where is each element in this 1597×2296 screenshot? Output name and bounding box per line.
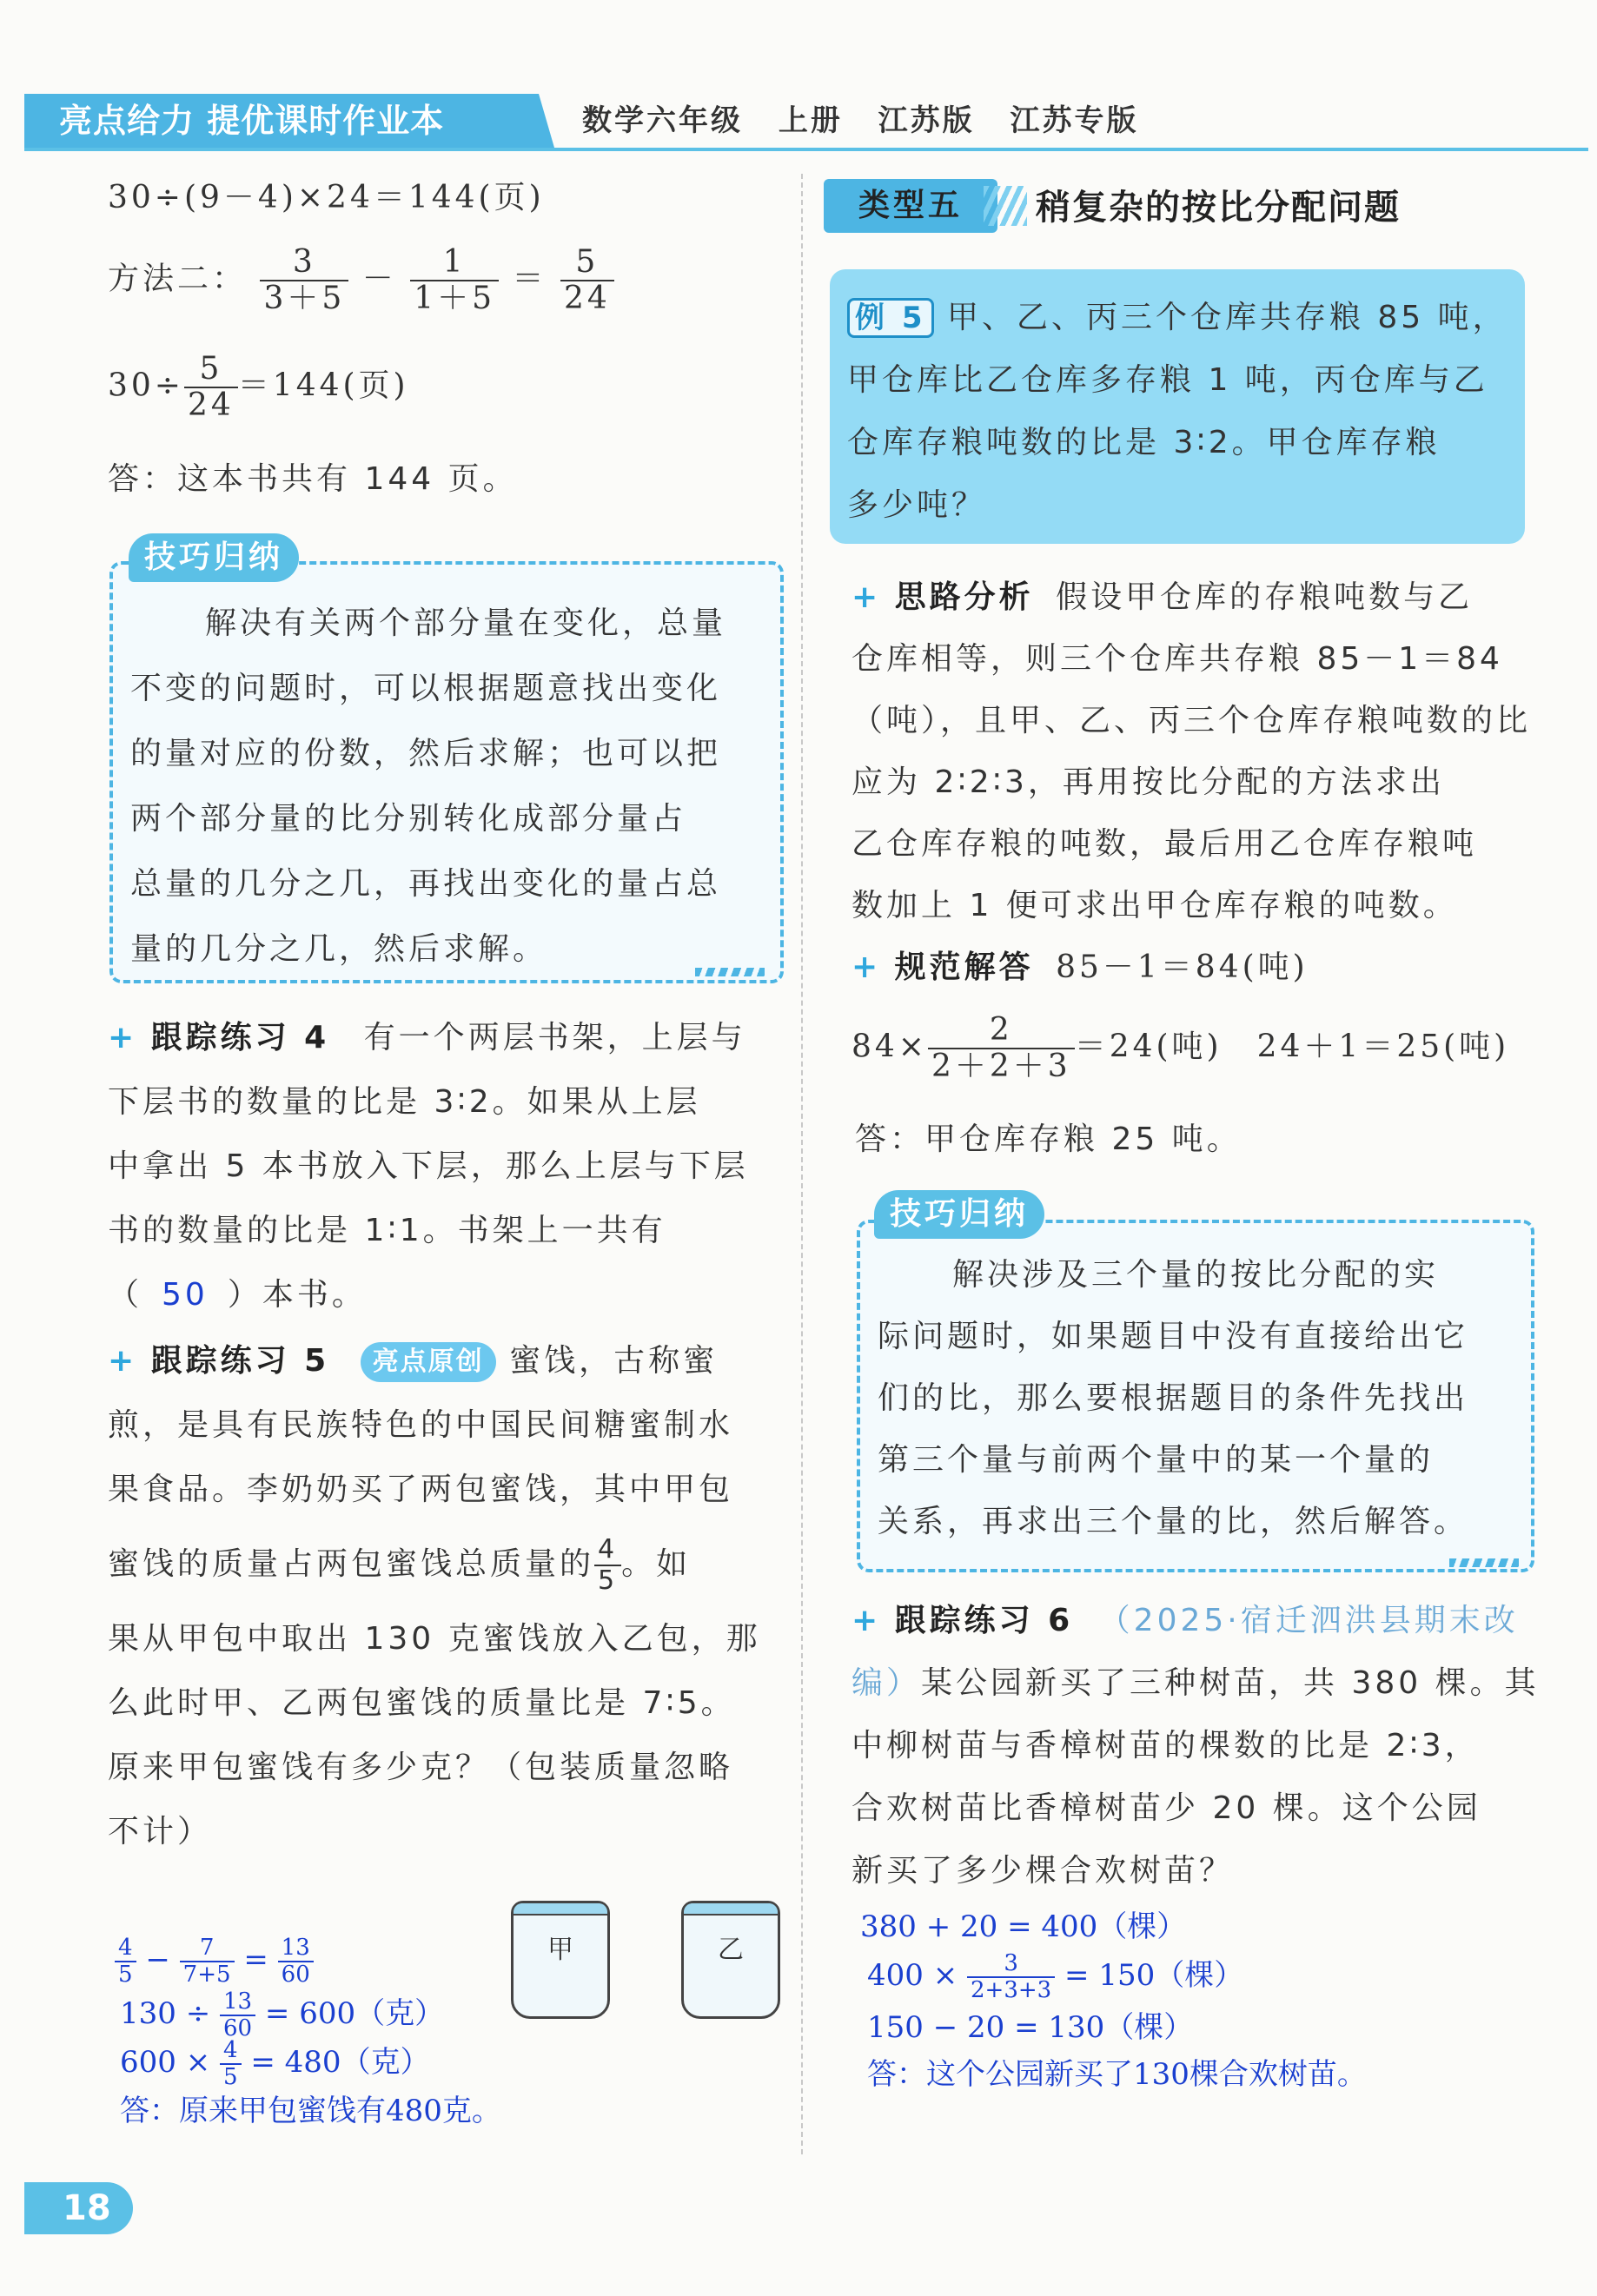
exercise-6-line: 中柳树苗与香樟树苗的棵数的比是 2∶3， bbox=[852, 1728, 1480, 1763]
analysis-label: 思路分析 bbox=[894, 579, 1034, 615]
solution-6-answer: 答：这个公园新买了130棵合欢树苗。 bbox=[867, 2057, 1367, 2092]
exercise-4-line: 书的数量的比是 1∶1。书架上一共有 bbox=[108, 1213, 666, 1248]
tip-line: 两个部分量的比分别转化成部分量占 bbox=[130, 801, 687, 837]
type-chevron-icon bbox=[984, 186, 1027, 226]
exercise-4-label: 跟踪练习 4 bbox=[150, 1020, 330, 1055]
exercise-6: + 跟踪练习 6 （2025·宿迁泗洪县期末改 编）某公园新买了三种树苗，共 380 棵。其 中柳树苗与香樟树苗的棵数的比是 2∶3， 合欢树苗比香樟树苗少 20 棵。这个公园 新买了多少棵合欢树苗？ bbox=[852, 1590, 1538, 1902]
analysis-line: （吨），且甲、乙、丙三个仓库存粮吨数的比 bbox=[852, 703, 1532, 738]
calc-line-3: 30÷ $\frac{5}{24}$ ＝144(页) bbox=[108, 351, 409, 424]
exercise-5-line: 果从甲包中取出 130 克蜜饯放入乙包，那 bbox=[108, 1621, 761, 1657]
example-line: 仓库存粮吨数的比是 3∶2。甲仓库存粮 bbox=[847, 425, 1441, 460]
exercise-5-label: 跟踪练习 5 bbox=[150, 1343, 330, 1379]
plus-icon: + bbox=[852, 1603, 882, 1638]
bag-yi-icon: 乙 bbox=[681, 1901, 780, 2019]
exercise-5-line: 原来甲包蜜饯有多少克？（包装质量忽略 bbox=[108, 1750, 734, 1785]
tip-line: 第三个量与前两个量中的某一个量的 bbox=[878, 1442, 1435, 1478]
tip-line: 关系，再求出三个量的比，然后解答。 bbox=[878, 1504, 1469, 1539]
method2-fraction-1: $\frac{3}{3+5}$ bbox=[260, 245, 348, 317]
original-badge: 亮点原创 bbox=[361, 1342, 496, 1382]
bag-jia-icon: 甲 bbox=[511, 1901, 610, 2019]
plus-icon: + bbox=[852, 949, 882, 985]
analysis-line: 乙仓库存粮的吨数，最后用乙仓库存粮吨 bbox=[852, 826, 1478, 862]
tip-line: 总量的几分之几，再找出变化的量占总 bbox=[130, 866, 722, 902]
header-brand: 亮点给力 提优课时作业本 bbox=[59, 102, 445, 140]
method2-minus: － bbox=[361, 261, 397, 297]
exercise-5-line: 不计） bbox=[108, 1814, 213, 1849]
exercise-4-line: 中拿出 5 本书放入下层，那么上层与下层 bbox=[108, 1148, 749, 1184]
exercise-4: + 跟踪练习 4 有一个两层书架，上层与 下层书的数量的比是 3∶2。如果从上层 中拿出 5 本书放入下层，那么上层与下层 书的数量的比是 1∶1。书架上一共有 （ 50 ）本书。 bbox=[108, 1006, 785, 1327]
solution-label: 规范解答 bbox=[894, 949, 1034, 985]
solution-6-line-1: 380 + 20 = 400（棵） bbox=[860, 1909, 1187, 1944]
solution-5-answer: 答：原来甲包蜜饯有480克。 bbox=[120, 2094, 501, 2128]
page-number: 18 bbox=[24, 2182, 133, 2234]
plus-icon: + bbox=[852, 579, 882, 615]
plus-icon: + bbox=[108, 1343, 138, 1379]
method2-fraction-3: $\frac{5}{24}$ bbox=[560, 245, 614, 317]
analysis-line: 数加上 1 便可求出甲仓库存粮的吨数。 bbox=[852, 888, 1458, 923]
method2-fraction-2: $\frac{1}{1+5}$ bbox=[410, 245, 499, 317]
exercise-4-line: 下层书的数量的比是 3∶2。如果从上层 bbox=[108, 1084, 701, 1120]
tip-line: 解决涉及三个量的按比分配的实 bbox=[952, 1257, 1440, 1293]
answer-line: 答：这本书共有 144 页。 bbox=[108, 461, 518, 497]
type-label: 类型五 bbox=[824, 179, 997, 233]
tip-text-right bbox=[878, 1244, 1521, 1552]
plus-icon: + bbox=[108, 1020, 138, 1055]
tip-line: 量的几分之几，然后求解。 bbox=[130, 931, 548, 967]
exercise-6-line: 新买了多少棵合欢树苗？ bbox=[852, 1853, 1235, 1889]
solution-answer: 答：甲仓库存粮 25 吨。 bbox=[855, 1122, 1242, 1157]
tip-line: 际问题时，如果题目中没有直接给出它 bbox=[878, 1319, 1469, 1354]
method2-prefix: 方法二： bbox=[108, 261, 248, 297]
exercise-4-text: 有一个两层书架，上层与 bbox=[363, 1020, 746, 1055]
method2-equals: ＝ bbox=[512, 261, 547, 297]
example-line: 甲仓库比乙仓库多存粮 1 吨，丙仓库与乙 bbox=[847, 362, 1488, 398]
tip-badge-right: 技巧归纳 bbox=[874, 1190, 1044, 1239]
exercise-5: + 跟踪练习 5 亮点原创 蜜饯，古称蜜 煎，是具有民族特色的中国民间糖蜜制水 果食品。李奶奶买了两包蜜饯，其中甲包 蜜饯的质量占两包蜜饯总质量的 $\frac{4}{5}$ 。如 果从甲包中取出 130 克蜜饯放入乙包，那 么此时甲、乙两包蜜饯的质量比是 7∶5。 原来甲包蜜饯有多少克？（包装质量忽略 不计） bbox=[108, 1329, 794, 1864]
tip-line: 们的比，那么要根据题目的条件先找出 bbox=[878, 1380, 1469, 1416]
exercise-6-source: （2025·宿迁泗洪县期末改 bbox=[1098, 1603, 1519, 1638]
exercise-6-label: 跟踪练习 6 bbox=[894, 1603, 1074, 1638]
calc-line-1: 30÷(9－4)×24＝144(页) bbox=[108, 180, 545, 215]
solution-5-line-3: 600 × $\frac{4}{5}$ = 480（克） bbox=[120, 2037, 430, 2091]
tip-badge-left: 技巧归纳 bbox=[129, 533, 299, 582]
analysis-line: 仓库相等，则三个仓库共存粮 85－1＝84 bbox=[852, 641, 1503, 677]
tip-text-left bbox=[130, 591, 765, 982]
solution-5-line-1: $\frac{4}{5}$ − $\frac{7}{7+5}$ = $\frac{13}{60}$ bbox=[115, 1935, 314, 1988]
exercise-5-fraction: $\frac{4}{5}$ bbox=[594, 1535, 621, 1595]
example-text: 例 5 甲、乙、丙三个仓库共存粮 85 吨， 甲仓库比乙仓库多存粮 1 吨，丙仓库与乙 仓库存粮吨数的比是 3∶2。甲仓库存粮 多少吨？ bbox=[847, 287, 1516, 537]
method2-line bbox=[108, 245, 614, 317]
header-subject: 数学六年级 上册 江苏版 江苏专版 bbox=[582, 103, 1139, 138]
tip-line: 解决有关两个部分量在变化，总量 bbox=[205, 605, 727, 641]
exercise-5-line: 果食品。李奶奶买了两包蜜饯，其中甲包 bbox=[108, 1472, 734, 1507]
tip-line: 的量对应的份数，然后求解；也可以把 bbox=[130, 736, 722, 771]
tip-line: 不变的问题时，可以根据题意找出变化 bbox=[130, 671, 722, 706]
exercise-5-line: 煎，是具有民族特色的中国民间糖蜜制水 bbox=[108, 1407, 734, 1443]
example-line: 多少吨？ bbox=[847, 487, 987, 523]
exercise-5-line: 么此时甲、乙两包蜜饯的质量比是 7∶5。 bbox=[108, 1685, 736, 1721]
example-badge: 例 5 bbox=[847, 298, 934, 338]
analysis: + 思路分析 假设甲仓库的存粮吨数与乙 仓库相等，则三个仓库共存粮 85－1＝84 （吨），且甲、乙、丙三个仓库存粮吨数的比 应为 2∶2∶3，再用按比分配的方法求出 乙仓库存粮的吨数，最后用乙仓库存粮吨 数加上 1 便可求出甲仓库存粮的吨数。 + 规范解答 85－1＝84(吨) bbox=[852, 579, 1532, 985]
exercise-4-answer: 50 bbox=[162, 1277, 209, 1313]
solution-6-line-3: 150 − 20 = 130（棵） bbox=[867, 2010, 1194, 2045]
analysis-line: 应为 2∶2∶3，再用按比分配的方法求出 bbox=[852, 764, 1445, 800]
column-divider bbox=[801, 174, 803, 2154]
solution-line-2: 84× $\frac{2}{2+2+3}$ ＝24(吨) 24＋1＝25(吨) bbox=[852, 1012, 1510, 1085]
type-title: 稍复杂的按比分配问题 bbox=[1036, 188, 1401, 228]
solution-6-line-2: 400 × $\frac{3}{2+3+3}$ = 150（棵） bbox=[867, 1950, 1244, 2004]
tip-stripes-right bbox=[1449, 1558, 1519, 1567]
solution-5-line-2: 130 ÷ $\frac{13}{60}$ = 600（克） bbox=[120, 1988, 445, 2042]
exercise-6-line: 合欢树苗比香樟树苗少 20 棵。这个公园 bbox=[852, 1790, 1481, 1826]
